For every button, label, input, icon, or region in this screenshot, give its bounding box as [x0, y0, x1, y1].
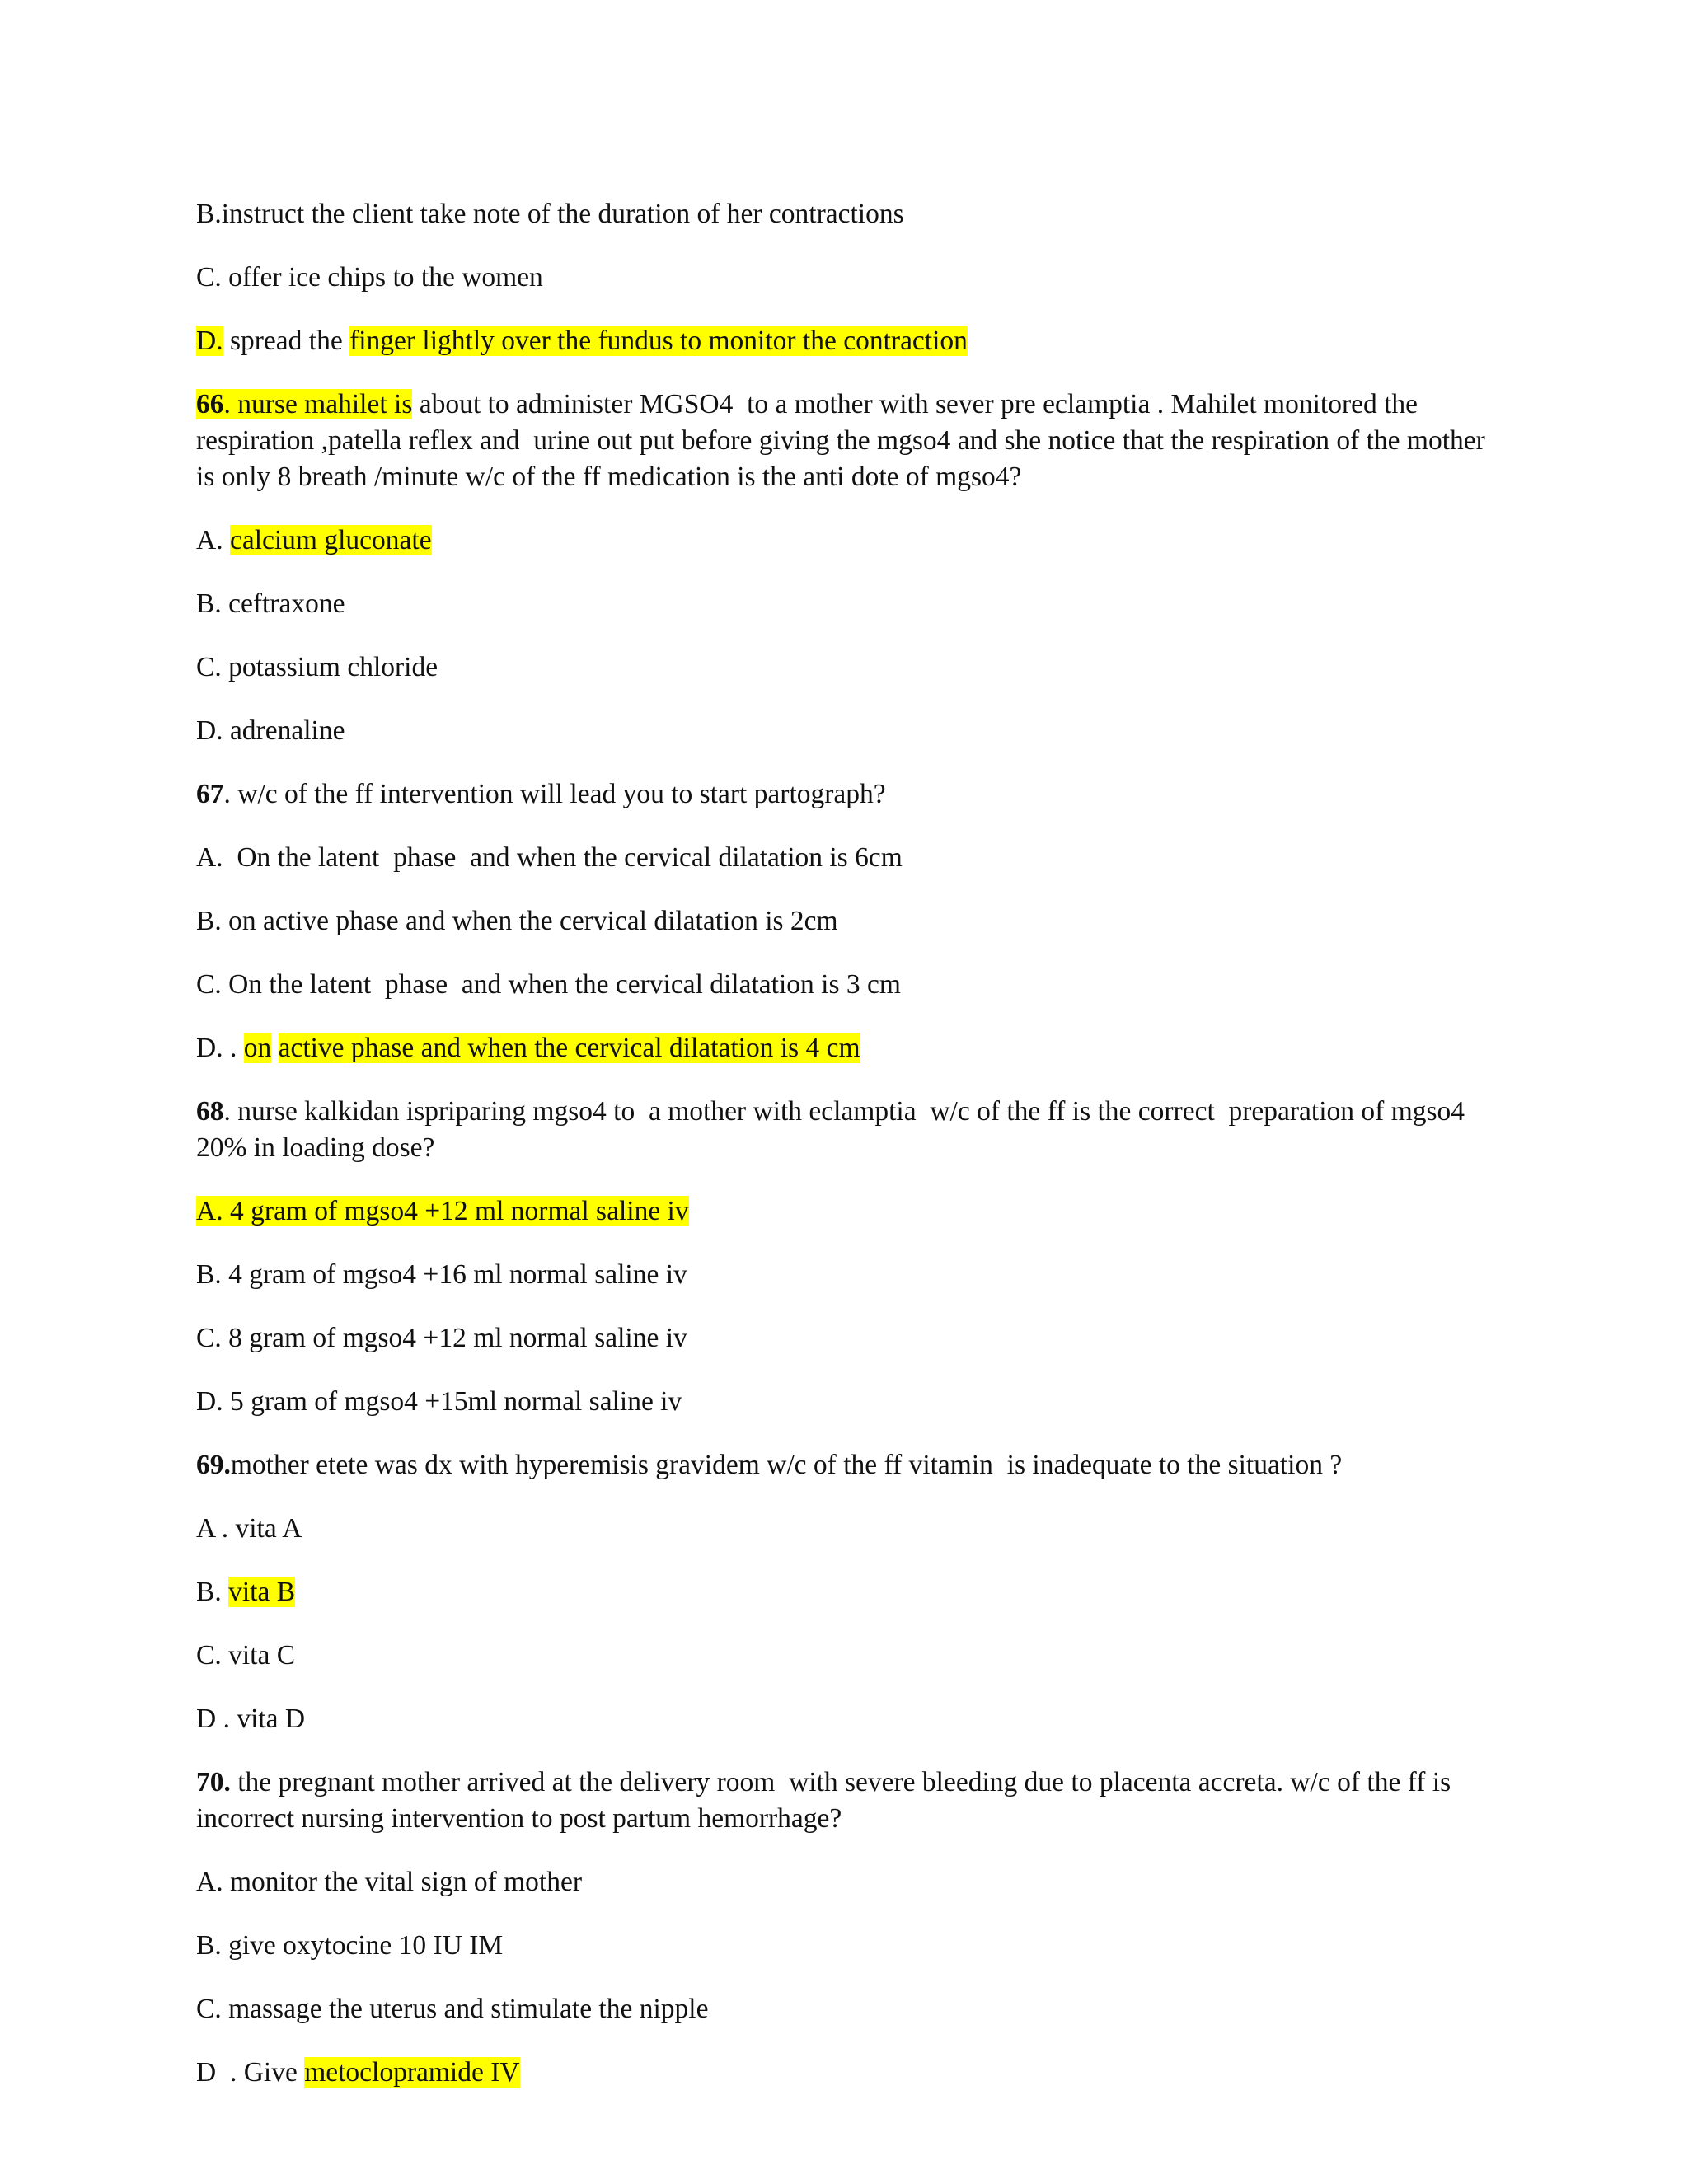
q68-option-a [196, 1193, 1498, 1230]
question-67 [196, 776, 1498, 813]
q70-option-c: C. massage the uterus and stimulate the nipple [196, 1994, 709, 2024]
question-number: 66 [196, 389, 224, 419]
highlight: metoclopramide IV [304, 2057, 520, 2088]
q68-option-b: B. 4 gram of mgso4 +16 ml normal saline iv [196, 1259, 687, 1290]
q70-option-a: A. monitor the vital sign of mother [196, 1867, 583, 1897]
question-number: 70. [196, 1767, 231, 1797]
q68-option-c: C. 8 gram of mgso4 +12 ml normal saline iv [196, 1323, 687, 1353]
q69-option-a: A . vita A [196, 1513, 302, 1544]
highlight: on [243, 1033, 272, 1063]
question-69 [196, 1447, 1498, 1483]
q70-option-d: D . Give metoclopramide IV [196, 2057, 520, 2088]
question-70 [196, 1765, 1498, 1837]
question-text: the pregnant mother arrived at the delivery room with severe bleeding due to placenta accreta. w/c of the ff is incorrect nursing intervention to post partum hemorrhage? [196, 1767, 1458, 1834]
highlight: vita B [228, 1577, 296, 1607]
highlight: D. [196, 326, 223, 356]
q65-option-c: C. offer ice chips to the women [196, 262, 543, 293]
q67-option-b: B. on active phase and when the cervical dilatation is 2cm [196, 906, 838, 936]
question-66 [196, 387, 1498, 495]
q66-option-d: D. adrenaline [196, 715, 345, 746]
q66-option-b: B. ceftraxone [196, 588, 345, 619]
question-text: mother etete was dx with hyperemisis gravidem w/c of the ff vitamin is inadequate to the situation ? [230, 1450, 1343, 1480]
highlight: active phase and when the cervical dilatation is 4 cm [278, 1033, 860, 1063]
q69-option-d: D . vita D [196, 1704, 306, 1734]
q68-option-d: D. 5 gram of mgso4 +15ml normal saline iv [196, 1386, 682, 1417]
q67-option-a: A. On the latent phase and when the cervical dilatation is 6cm [196, 842, 903, 873]
question-text: . w/c of the ff intervention will lead you to start partograph? [223, 779, 886, 809]
question-text: . nurse kalkidan ispriparing mgso4 to a mother with eclamptia w/c of the ff is the correct preparation of mgso4 20% in loading dose? [196, 1096, 1472, 1163]
q66-option-c: C. potassium chloride [196, 652, 438, 682]
q67-option-d: D. . on active phase and when the cervical dilatation is 4 cm [196, 1033, 860, 1063]
question-number: 67 [196, 779, 224, 809]
q69-option-b: B. vita B [196, 1577, 296, 1607]
highlight: . nurse mahilet is [223, 389, 413, 419]
question-number: 68 [196, 1096, 224, 1127]
highlight: finger lightly over the fundus to monitor the contraction [349, 326, 968, 356]
q67-option-c: C. On the latent phase and when the cervical dilatation is 3 cm [196, 969, 901, 1000]
q65-option-d: D. spread the finger lightly over the fundus to monitor the contraction [196, 326, 968, 356]
question-68 [196, 1094, 1498, 1166]
q66-option-a: A. calcium gluconate [196, 525, 432, 555]
question-text: about to administer MGSO4 to a mother with sever pre eclamptia . Mahilet monitored the respiration ,patella reflex and urine out put before giving the mgso4 and she notice that the respiration of the mother is only 8 breath /minute w/c of the ff medication is the anti dote of mgso4? [196, 389, 1493, 492]
question-number: 69. [196, 1450, 231, 1480]
q65-option-b: B.instruct the client take note of the duration of her contractions [196, 199, 904, 229]
q69-option-c: C. vita C [196, 1640, 296, 1671]
q70-option-b: B. give oxytocine 10 IU IM [196, 1930, 504, 1961]
highlight: calcium gluconate [229, 525, 432, 555]
highlight: A. 4 gram of mgso4 +12 ml normal saline iv [196, 1196, 689, 1226]
document-page [196, 196, 1498, 2118]
